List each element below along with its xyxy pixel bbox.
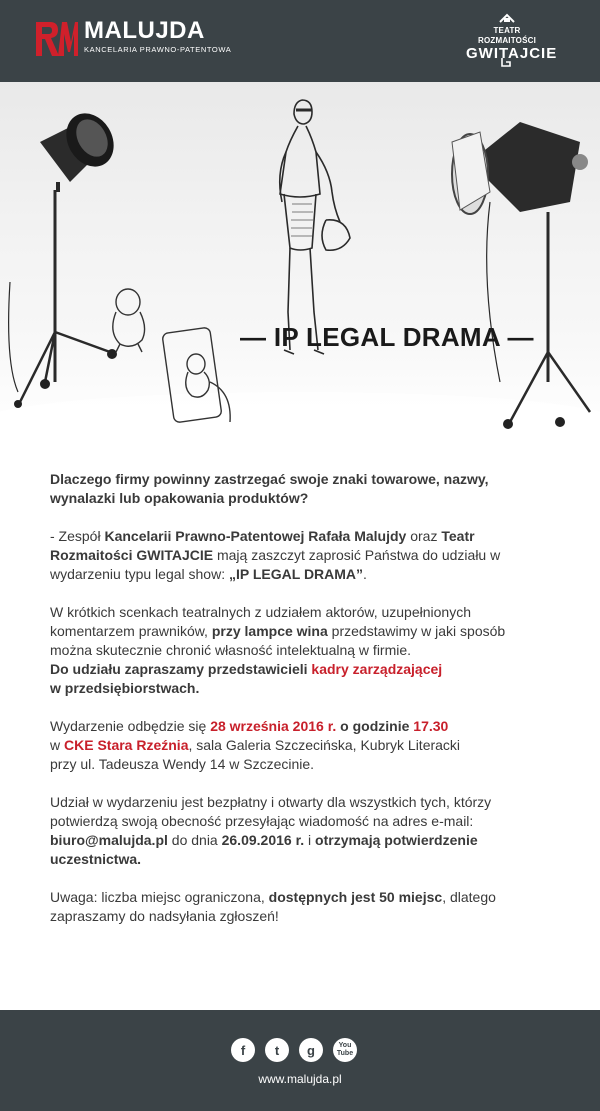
rm-logo-icon [34, 18, 78, 58]
text-span: Wydarzenie odbędzie się [50, 718, 211, 734]
theatre-name: Teatr Rozmaitości GWITAJCIE [50, 528, 475, 563]
deadline-date: 26.09.2016 r. [221, 832, 305, 848]
text-span: i [304, 832, 316, 848]
notice-paragraph [50, 888, 550, 926]
firm-name: Kancelarii Prawno-Patentowej Rafała Malujdy [104, 528, 407, 544]
management-highlight: kadry zarządzającej [311, 661, 443, 677]
event-address: przy ul. Tadeusza Wendy 14 w Szczecinie. [50, 756, 315, 772]
registration-paragraph [50, 793, 550, 869]
event-time: 17.30 [413, 718, 449, 734]
github-icon[interactable]: g [299, 1038, 323, 1062]
creature-sketch-icon [113, 289, 145, 352]
right-studio-light-icon [452, 122, 590, 429]
footer-bar [0, 1010, 600, 1111]
text-span: Udział w wydarzeniu jest bezpłatny i otwarty dla wszystkich tych, którzy potwierdzą swoją obecność przesyłając wiadomość na adres e-mail: [50, 794, 492, 829]
text-span: oraz [406, 528, 442, 544]
twitter-icon[interactable]: t [265, 1038, 289, 1062]
text-span: - Zespół [50, 528, 105, 544]
text-span: , dlatego zapraszamy do nadsyłania zgłoszeń! [50, 889, 496, 924]
website-link[interactable]: www.malujda.pl [258, 1072, 342, 1086]
text-span: do dnia [167, 832, 222, 848]
youtube-icon[interactable]: You Tube [333, 1038, 357, 1062]
theatre-line2: GWITAJCIE [466, 45, 558, 62]
text-span: Uwaga: liczba miejsc ograniczona, [50, 889, 269, 905]
hero-illustration [0, 82, 600, 434]
skirt-hatch-icon [291, 204, 313, 236]
confirmation-text: otrzymają potwierdzenie uczestnictwa. [50, 832, 478, 867]
event-name: „IP LEGAL DRAMA” [229, 566, 364, 582]
intro-question: Dlaczego firmy powinny zastrzegać swoje znaki towarowe, nazwy, wynalazki lub opakowania produktów? [50, 471, 489, 506]
event-details-paragraph [50, 717, 550, 774]
text-span: przedstawimy w jaki sposób można skutecznie chronić własność intelektualną w firmie. [50, 623, 506, 658]
hero-banner [0, 82, 600, 434]
invitation-paragraph [50, 527, 550, 584]
text-span: W krótkich scenkach teatralnych z udziałem aktorów, uzupełnionych komentarzem prawników, [50, 604, 471, 639]
text-span: . [363, 566, 367, 582]
event-venue: CKE Stara Rzeźnia [64, 737, 189, 753]
time-label: o godzinie [336, 718, 414, 734]
left-studio-light-icon [9, 105, 123, 408]
email-link[interactable]: biuro@malujda.pl [50, 832, 168, 848]
theatre-house-icon [466, 12, 558, 72]
logo-name: MALUJDA [84, 17, 205, 44]
theatre-line1: TEATR ROZMAITOŚCI [477, 26, 537, 45]
woman-sketch-icon [280, 100, 350, 354]
seats-highlight: dostępnych jest 50 miejsc [268, 889, 443, 905]
malujda-logo[interactable] [34, 18, 231, 58]
logo-subtitle: KANCELARIA PRAWNO-PATENTOWA [84, 45, 232, 54]
text-span: mają zaszczyt zaprosić Państwa do udziału w wydarzeniu typu legal show: [50, 547, 501, 582]
text-span: , sala Galeria Szczecińska, Kubryk Literacki [188, 737, 461, 753]
description-paragraph [50, 603, 550, 698]
facebook-icon[interactable]: f [231, 1038, 255, 1062]
event-date: 28 września 2016 r. [210, 718, 337, 734]
theatre-logo[interactable] [466, 12, 558, 72]
audience-text: Do udziału zapraszamy przedstawicieli [50, 661, 312, 677]
hero-title: — IP LEGAL DRAMA — [240, 322, 534, 352]
email-body [50, 470, 550, 945]
social-links [231, 1038, 357, 1062]
wine-highlight: przy lampce wina [211, 623, 328, 639]
header-bar [0, 0, 600, 82]
text-span: w [50, 737, 64, 753]
audience-text-end: w przedsiębiorstwach. [50, 680, 200, 696]
